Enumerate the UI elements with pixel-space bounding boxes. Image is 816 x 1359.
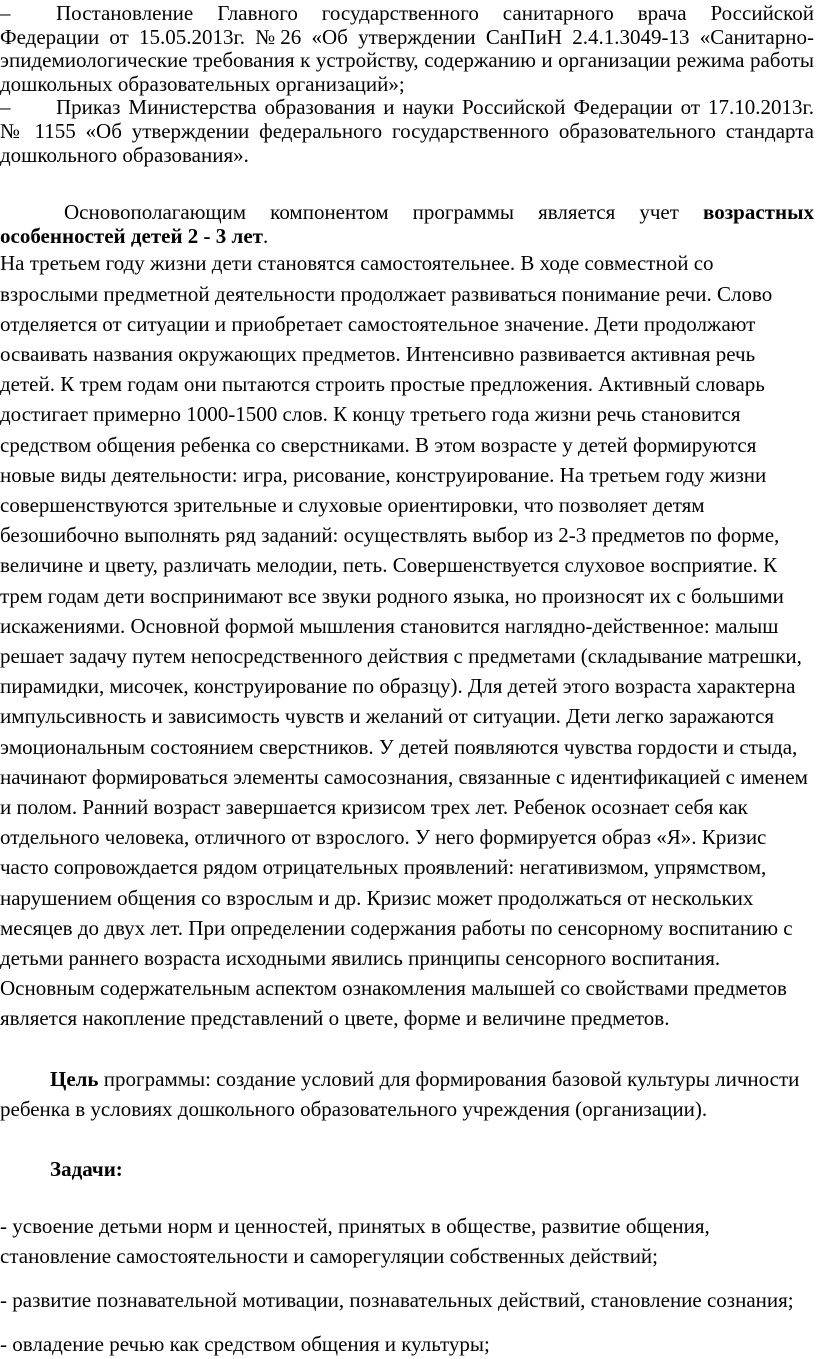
task-item: - усвоение детьми норм и ценностей, принятых в обществе, развитие общения, становление самостоятельности и саморегуляции собственных действий; [0, 1213, 710, 1268]
goal-paragraph [0, 1064, 814, 1124]
legal-ref-item [0, 96, 814, 167]
tasks-heading: Задачи: [50, 1156, 123, 1181]
legal-ref-text: Приказ Министерства образования и науки Российской Федерации от 17.10.2013г. № 1155 «Об утверждении федерального государственного образовательного стандарта дошкольного образования». [0, 95, 814, 167]
basis-tail-text: . [262, 223, 269, 248]
basis-bold-text: возрастных особенностей детей 2 - 3 лет [0, 200, 814, 248]
goal-text: программы: создание условий для формирования базовой культуры личности ребенка в условиях дошкольного образовательного учреждения (организации). [0, 1066, 800, 1121]
task-item: - развитие познавательной мотивации, познавательных действий, становление сознания; [0, 1287, 794, 1312]
age-description-paragraph: На третьем году жизни дети становятся самостоятельнее. В ходе совместной со взрослыми предметной деятельности продолжает развиваться понимание речи. Слово отделяется от ситуации и приобретает самостоятельное значение. Дети продолжают осваивать названия окружающих предметов. Интенсивно развивается активная речь детей. К трем годам они пытаются строить простые предложения. Активный словарь достигает примерно 1000-1500 слов. К концу третьего года жизни речь становится средством общения ребенка со сверстниками. В этом возрасте у детей формируются новые виды деятельности: игра, рисование, конструирование. На третьем году жизни совершенствуются зрительные и слуховые ориентировки, что позволяет детям безошибочно выполнять ряд заданий: осуществлять выбор из 2-3 предметов по форме, величине и цвету, различать мелодии, петь. Совершенствуется слуховое восприятие. К трем годам дети воспринимают все звуки родного языка, но произносят их с большими искажениями. Основной формой мышления становится наглядно-действенное: малыш решает задачу путем непосредственного действия с предметами (складывание матрешки, пирамидки, мисочек, конструирование по образцу). Для детей этого возраста характерна импульсивность и зависимость чувств и желаний от ситуации. Дети легко заражаются эмоциональным состоянием сверстников. У детей появляются чувства гордости и стыда, начинают формироваться элементы самосознания, связанные с идентификацией с именем и полом. Ранний возраст завершается кризисом трех лет. Ребенок осознает себя как отдельного человека, отличного от взрослого. У него формируется образ «Я». Кризис часто сопровождается рядом отрицательных проявлений: негативизмом, упрямством, нарушением общения со взрослым и др. Кризис может продолжаться от нескольких месяцев до двух лет. При определении содержания работы по сенсорному воспитанию с детьми раннего возраста исходными явились принципы сенсорного воспитания. Основным содержательным аспектом ознакомления малышей со свойствами предметов является накопление представлений о цвете, форме и величине предметов. [0, 251, 808, 1031]
dash-marker: – [0, 1, 11, 25]
legal-ref-text: Постановление Главного государственного санитарного врача Российской Федерации от 15.05.2013г. №26 «Об утверждении СанПиН 2.4.1.3049-13 «Санитарно-эпидемиологические требования к устройству, содержанию и организации режима работы дошкольных образовательных организаций»; [0, 1, 814, 96]
legal-ref-item [0, 2, 814, 96]
task-item: - овладение речью как средством общения и культуры; [0, 1331, 490, 1356]
dash-marker: – [0, 95, 11, 120]
program-basis-paragraph [0, 201, 814, 248]
document-page [0, 1, 816, 1356]
goal-label: Цель [50, 1066, 99, 1091]
basis-lead-text: Основополагающим компонентом программы является учет [64, 200, 704, 225]
